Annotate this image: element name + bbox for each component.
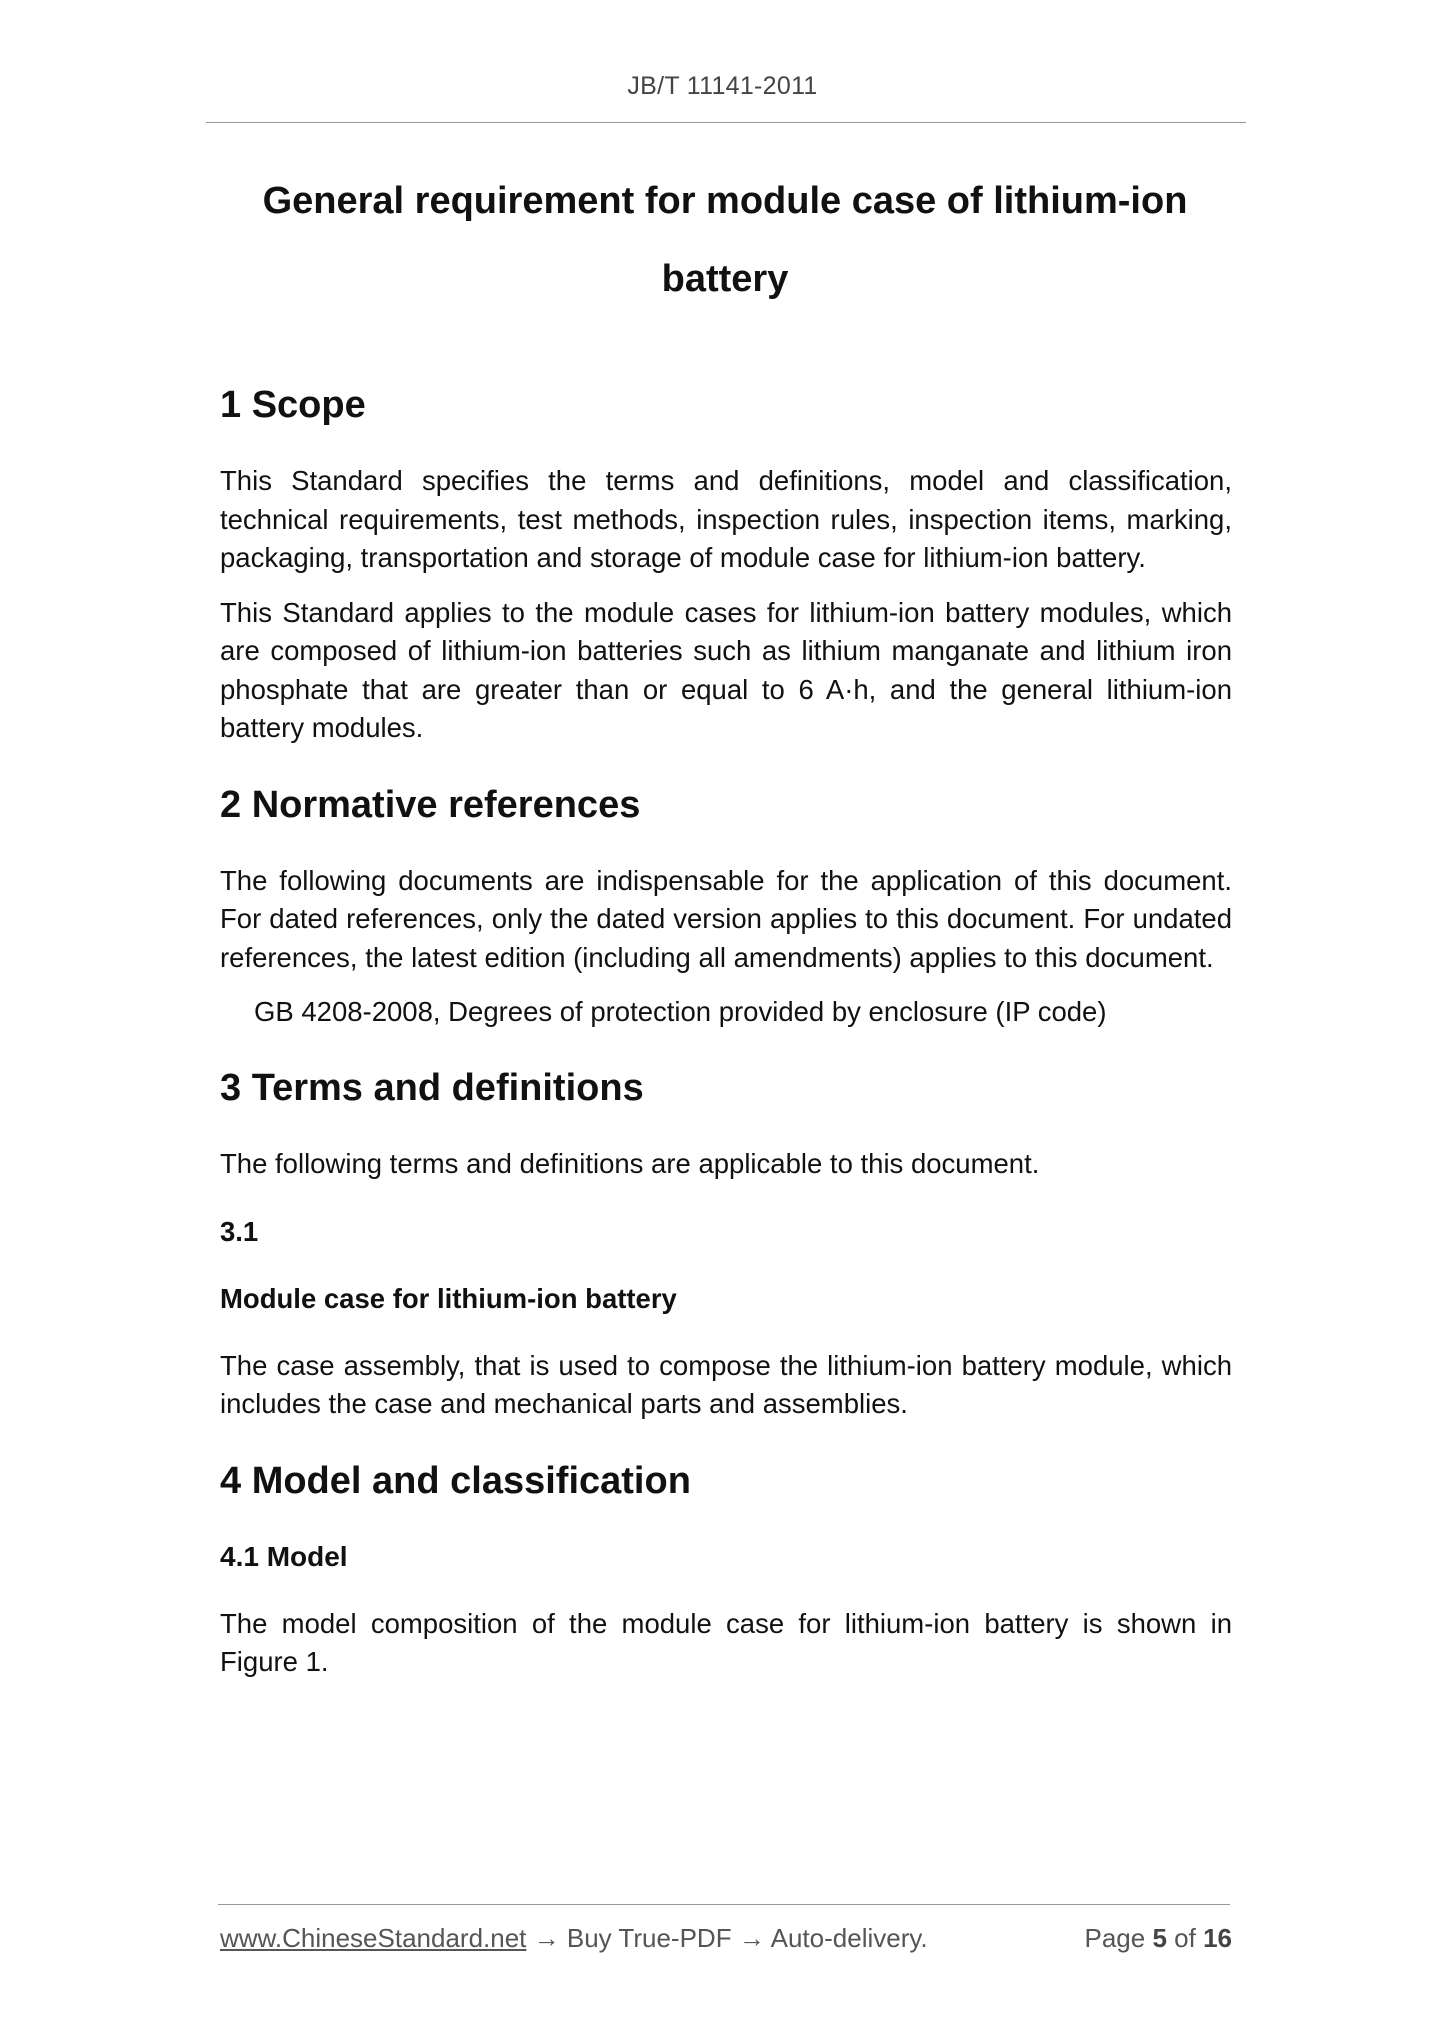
page-footer (220, 1923, 1232, 1963)
auto-delivery-text: Auto-delivery. (770, 1923, 928, 1953)
total-page-count: 16 (1203, 1923, 1232, 1953)
section-heading-scope: 1 Scope (220, 384, 366, 426)
footer-divider (218, 1904, 1230, 1905)
section-heading-model-classification: 4 Model and classification (220, 1459, 691, 1502)
scope-paragraph-1: This Standard specifies the terms and definitions, model and classification, technical requirements, test methods, inspection rules, inspection items, marking, packaging, transportation and storage of module case for lithium-ion battery. (220, 465, 1232, 573)
scope-paragraph-2: This Standard applies to the module cases for lithium-ion battery modules, which are composed of lithium-ion batteries such as lithium manganate and lithium iron phosphate that are greater than or equal to 6 A·h, and the general lithium-ion battery modules. (220, 596, 1232, 743)
section-heading-terms: 3 Terms and definitions (220, 1067, 644, 1109)
buy-true-pdf-text: Buy True-PDF (566, 1923, 732, 1953)
term-number: 3.1 (220, 1215, 259, 1247)
term-title: Module case for lithium-ion battery (220, 1282, 677, 1314)
subsection-heading-model: 4.1 Model (220, 1540, 348, 1572)
page-number (1084, 1923, 1232, 1954)
header-divider (206, 122, 1246, 123)
arrow-right-icon: → (738, 1923, 765, 1953)
normative-reference-item: GB 4208-2008, Degrees of protection provided by enclosure (IP code) (254, 996, 1107, 1027)
page-label: Page (1084, 1923, 1146, 1953)
section-heading-normative-references: 2 Normative references (220, 783, 641, 826)
footer-purchase-line (220, 1923, 928, 1954)
chinese-standard-link[interactable]: www.ChineseStandard.net (220, 1923, 527, 1953)
term-definition: The case assembly, that is used to compose the lithium-ion battery module, which includes the case and mechanical parts and assemblies. (220, 1349, 1232, 1419)
document-body (220, 375, 1232, 1682)
arrow-right-icon: → (533, 1923, 560, 1953)
document-title (240, 162, 1210, 318)
normative-paragraph: The following documents are indispensable for the application of this document. For dated references, only the dated version applies to this document. For undated references, the latest edition (including all amendments) applies to this document. (220, 864, 1232, 973)
terms-intro-paragraph: The following terms and definitions are applicable to this document. (220, 1148, 1040, 1179)
document-code-header: JB/T 11141-2011 (627, 72, 818, 100)
model-paragraph: The model composition of the module case for lithium-ion battery is shown in Figure 1. (220, 1607, 1232, 1677)
document-title-line-2: battery (661, 258, 789, 300)
document-title-line-1: General requirement for module case of lithium-ion (262, 180, 1188, 222)
current-page-number: 5 (1152, 1923, 1167, 1953)
of-label: of (1174, 1923, 1196, 1953)
